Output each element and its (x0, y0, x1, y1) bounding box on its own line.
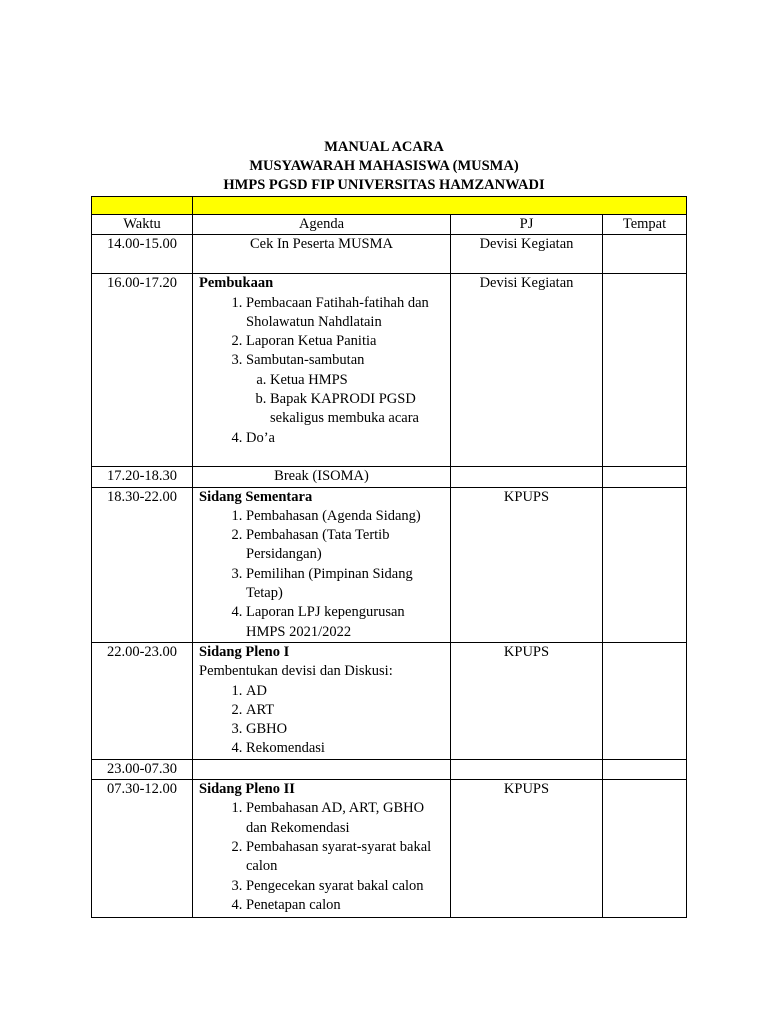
title-line-3: HMPS PGSD FIP UNIVERSITAS HAMZANWADI (223, 177, 545, 193)
highlight-cell-right (193, 197, 687, 215)
row-time: 22.00-23.00 (92, 642, 193, 759)
row-time: 17.20-18.30 (92, 467, 193, 487)
header-pj: PJ (451, 215, 603, 235)
table-row (92, 642, 687, 759)
row-agenda (193, 274, 451, 467)
row-place (603, 235, 687, 274)
sub-list-item: b. Bapak KAPRODI PGSD sekaligus membuka acara (270, 390, 444, 429)
section-title: Sidang Pleno I (199, 643, 290, 660)
row-pj: KPUPS (451, 780, 603, 918)
title-line-2: MUSYAWARAH MAHASISWA (MUSMA) (249, 158, 519, 174)
row-pj: KPUPS (451, 642, 603, 759)
agenda-list (199, 507, 444, 642)
row-agenda (193, 487, 451, 642)
section-title: Sidang Sementara (199, 488, 313, 505)
row-place (603, 780, 687, 918)
agenda-list (199, 799, 444, 915)
row-agenda (193, 467, 451, 487)
document-title (0, 138, 768, 195)
header-agenda: Agenda (193, 215, 451, 235)
agenda-text: Cek In Peserta MUSMA (250, 236, 393, 253)
agenda-list (199, 682, 444, 759)
list-item: 1. Pembahasan (Agenda Sidang) (246, 507, 444, 526)
sub-list-item: a. Ketua HMPS (270, 371, 444, 390)
row-place (603, 467, 687, 487)
highlight-row (92, 197, 687, 215)
list-item: 4. Rekomendasi (246, 739, 444, 758)
row-time: 18.30-22.00 (92, 487, 193, 642)
header-time: Waktu (92, 215, 193, 235)
row-pj: Devisi Kegiatan (451, 274, 603, 467)
section-title: Pembukaan (199, 275, 274, 292)
row-place (603, 642, 687, 759)
row-agenda (193, 235, 451, 274)
agenda-list (199, 294, 444, 448)
list-item: 3. GBHO (246, 720, 444, 739)
schedule-table (91, 196, 687, 918)
list-item: 2. Pembahasan (Tata Tertib Persidangan) (246, 526, 444, 565)
list-item: 3. Pemilihan (Pimpinan Sidang Tetap) (246, 565, 444, 604)
list-item-text: Sambutan-sambutan (246, 352, 365, 369)
section-title: Sidang Pleno II (199, 781, 295, 798)
row-place (603, 487, 687, 642)
table-row (92, 759, 687, 779)
row-time: 23.00-07.30 (92, 759, 193, 779)
row-place (603, 759, 687, 779)
row-place (603, 274, 687, 467)
list-item: 2. Laporan Ketua Panitia (246, 332, 444, 351)
list-item: 1. Pembahasan AD, ART, GBHO dan Rekomendasi (246, 799, 444, 838)
row-time: 16.00-17.20 (92, 274, 193, 467)
list-item: 4. Laporan LPJ kepengurusan HMPS 2021/2022 (246, 603, 444, 642)
table-row (92, 780, 687, 918)
table-row (92, 487, 687, 642)
row-pj: KPUPS (451, 487, 603, 642)
row-agenda (193, 780, 451, 918)
list-item: 4. Penetapan calon (246, 896, 444, 915)
row-pj: Devisi Kegiatan (451, 235, 603, 274)
list-item (246, 351, 444, 428)
section-intro: Pembentukan devisi dan Diskusi: (199, 663, 393, 680)
row-agenda (193, 759, 451, 779)
title-line-1: MANUAL ACARA (324, 139, 444, 155)
table-row (92, 467, 687, 487)
list-item: 4. Do’a (246, 429, 444, 448)
list-item: 2. Pembahasan syarat-syarat bakal calon (246, 838, 444, 877)
list-item: 3. Pengecekan syarat bakal calon (246, 877, 444, 896)
row-time: 14.00-15.00 (92, 235, 193, 274)
row-pj (451, 759, 603, 779)
list-item: 2. ART (246, 701, 444, 720)
sub-list (246, 371, 444, 429)
table-row (92, 274, 687, 467)
table-header (92, 215, 687, 235)
list-item: 1. Pembacaan Fatihah-fatihah dan Sholawatun Nahdlatain (246, 294, 444, 333)
agenda-text: Break (ISOMA) (274, 468, 369, 485)
row-time: 07.30-12.00 (92, 780, 193, 918)
highlight-cell-left (92, 197, 193, 215)
table-row (92, 235, 687, 274)
list-item: 1. AD (246, 682, 444, 701)
row-agenda (193, 642, 451, 759)
row-pj (451, 467, 603, 487)
header-place: Tempat (603, 215, 687, 235)
